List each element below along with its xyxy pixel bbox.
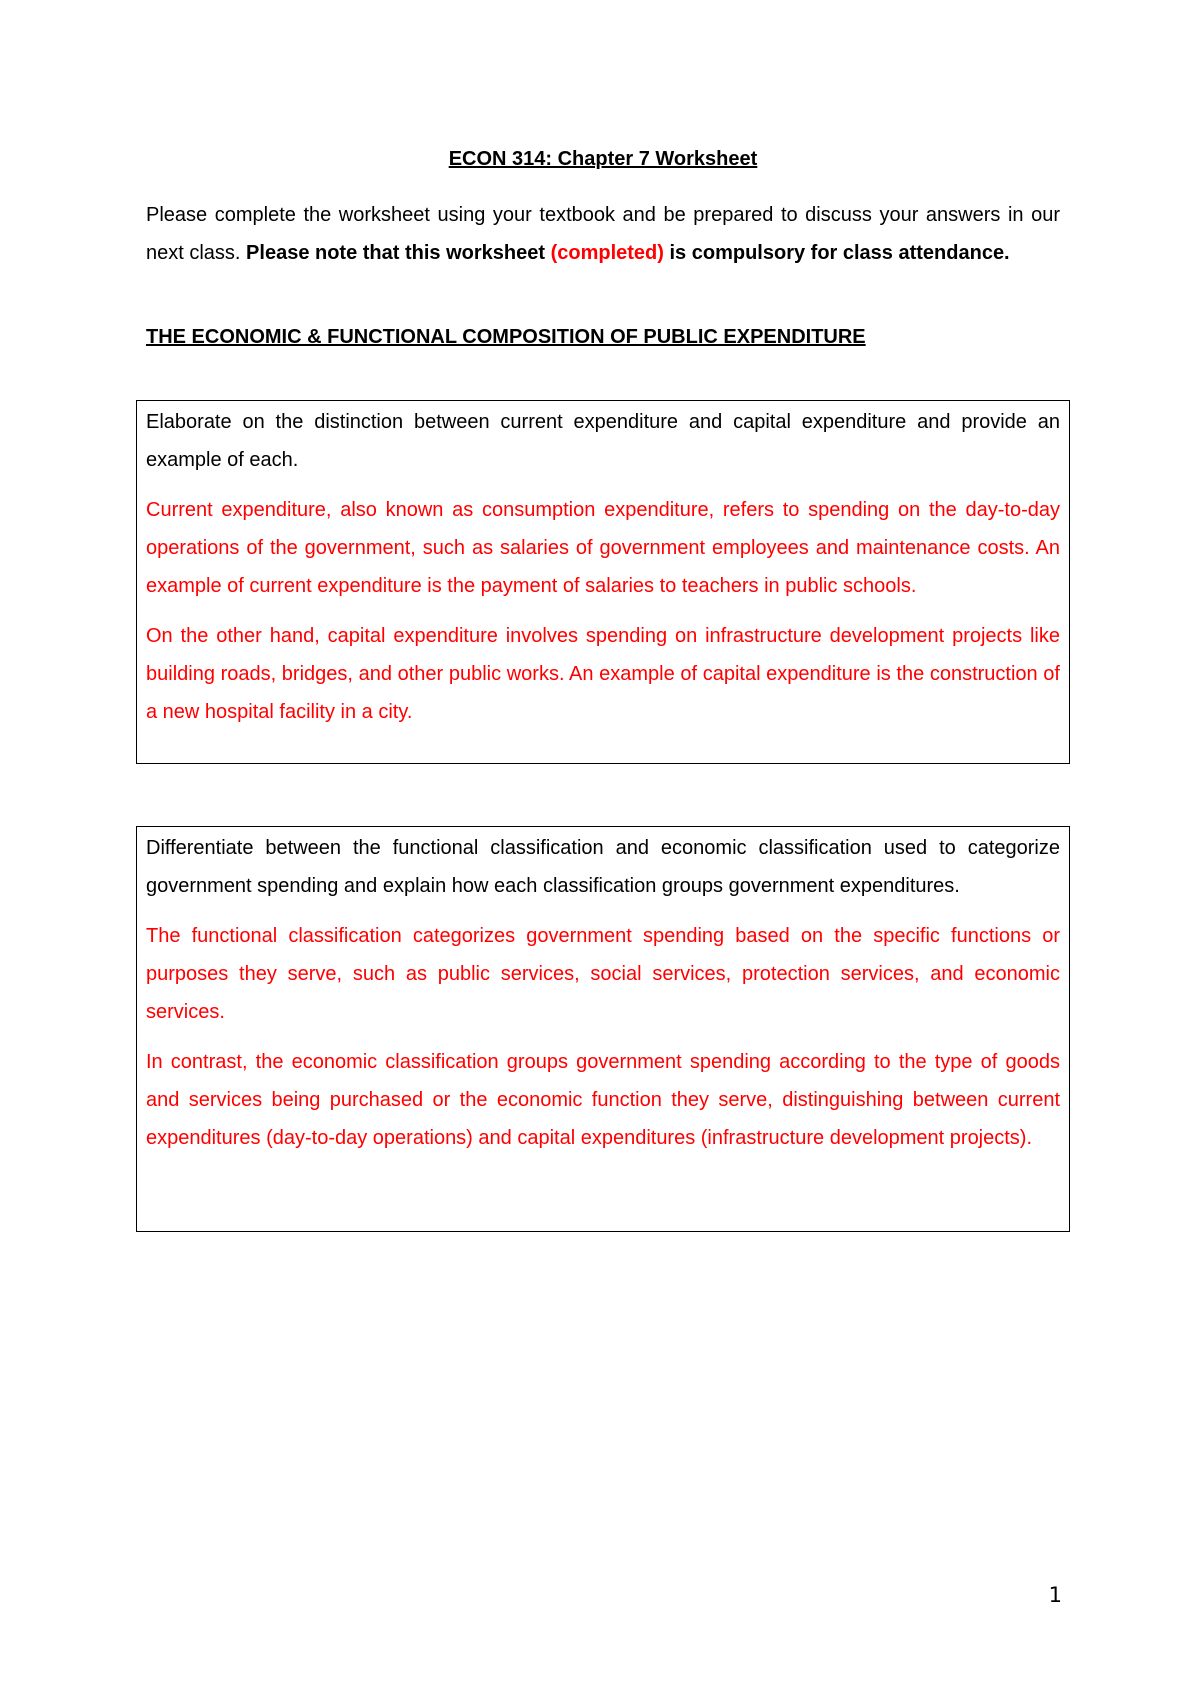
intro-instructions: Please complete the worksheet using your textbook and be prepared to discuss your answers in our next class. [146, 204, 1060, 264]
intro-note-part-2: is compulsory for class attendance. [669, 242, 1010, 264]
question-box-2 [136, 826, 1070, 1232]
question-1-text: Elaborate on the distinction between current expenditure and capital expenditure and provide an example of each. [146, 411, 1060, 471]
intro-paragraph [146, 196, 1060, 272]
question-1-answer-1: Current expenditure, also known as consumption expenditure, refers to spending on the day-to-day operations of the government, such as salaries of government employees and maintenance costs. An example of current expenditure is the payment of salaries to teachers in public schools. [146, 499, 1060, 597]
question-2-answer-1: The functional classification categorizes government spending based on the specific functions or purposes they serve, such as public services, social services, protection services, and economic services. [146, 925, 1060, 1023]
question-2-text: Differentiate between the functional classification and economic classification used to categorize government spending and explain how each classification groups government expenditures. [146, 837, 1060, 897]
worksheet-title: ECON 314: Chapter 7 Worksheet [448, 148, 758, 170]
section-heading: THE ECONOMIC & FUNCTIONAL COMPOSITION OF PUBLIC EXPENDITURE [146, 326, 866, 348]
intro-note-part-1: Please note that this worksheet [246, 242, 546, 264]
page-number: 1 [1048, 1583, 1062, 1607]
question-1-answer-2: On the other hand, capital expenditure involves spending on infrastructure development projects like building roads, bridges, and other public works. An example of capital expenditure is the construction of a new hospital facility in a city. [146, 625, 1060, 723]
question-2-answer-2: In contrast, the economic classification groups government spending according to the type of goods and services being purchased or the economic function they serve, distinguishing between current expenditures (day-to-day operations) and capital expenditures (infrastructure development projects). [146, 1051, 1060, 1149]
intro-note-completed: (completed) [550, 242, 664, 264]
question-box-1 [136, 400, 1070, 764]
